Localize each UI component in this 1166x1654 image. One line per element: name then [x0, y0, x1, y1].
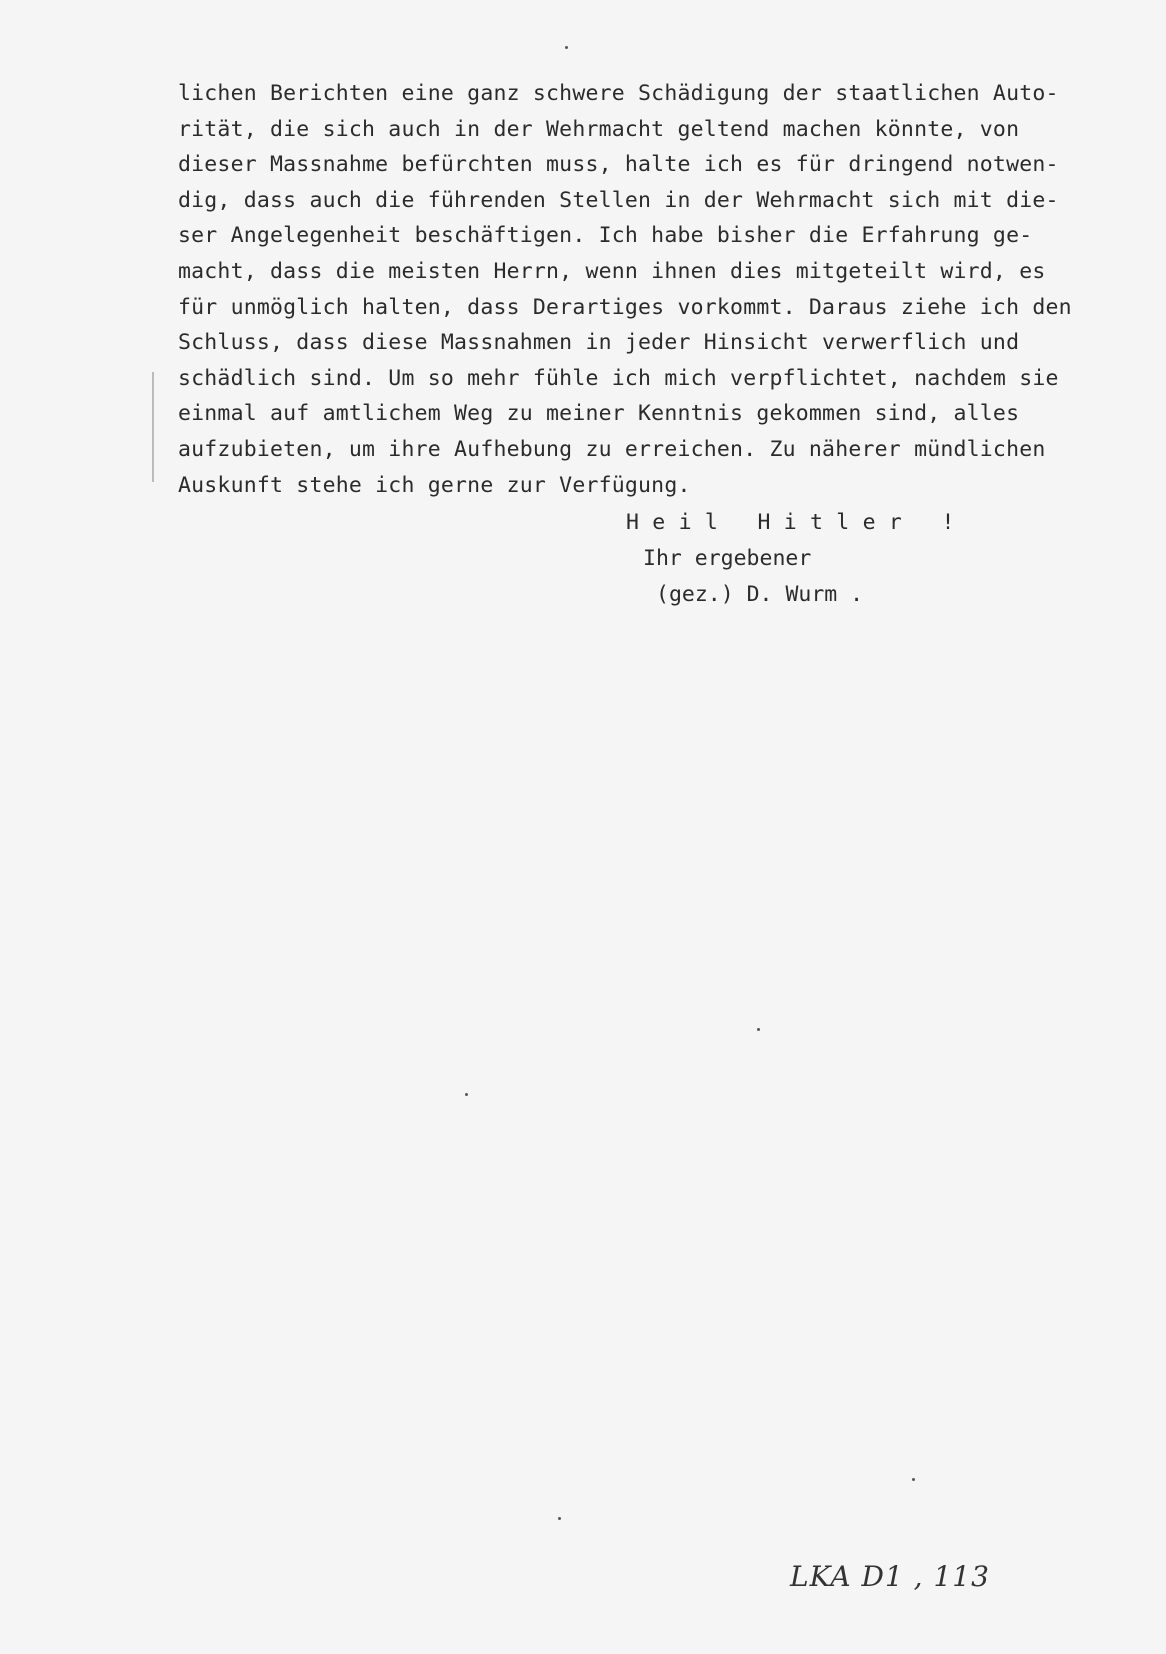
- stray-dot-mark: [912, 1478, 915, 1481]
- body-line: dig, dass auch die führenden Stellen in der Wehrmacht sich mit die-: [178, 187, 1059, 213]
- closing-salutation: H e i l H i t l e r !: [626, 510, 955, 535]
- body-line: Schluss, dass diese Massnahmen in jeder Hinsicht verwerflich und: [178, 330, 1020, 356]
- letter-body: [178, 76, 1148, 503]
- body-line: schädlich sind. Um so mehr fühle ich mich verpflichtet, nachdem sie: [178, 365, 1059, 391]
- body-line: einmal auf amtlichem Weg zu meiner Kenntnis gekommen sind, alles: [178, 401, 1020, 427]
- stray-dot-mark: [465, 1093, 468, 1096]
- body-line: aufzubieten, um ihre Aufhebung zu erreichen. Zu näherer mündlichen: [178, 436, 1046, 462]
- body-line: dieser Massnahme befürchten muss, halte ich es für dringend notwen-: [178, 152, 1059, 178]
- body-line: Auskunft stehe ich gerne zur Verfügung.: [178, 472, 691, 498]
- body-line: ser Angelegenheit beschäftigen. Ich habe bisher die Erfahrung ge-: [178, 223, 1033, 249]
- archive-reference: LKA D1 , 113: [790, 1560, 990, 1593]
- body-line: für unmöglich halten, dass Derartiges vorkommt. Daraus ziehe ich den: [178, 294, 1072, 320]
- stray-dot-mark: [757, 1028, 760, 1031]
- body-line: macht, dass die meisten Herrn, wenn ihnen dies mitgeteilt wird, es: [178, 258, 1046, 284]
- closing-valediction: Ihr ergebener: [643, 546, 812, 571]
- body-line: rität, die sich auch in der Wehrmacht geltend machen könnte, von: [178, 116, 1020, 142]
- margin-line-mark: [152, 372, 154, 482]
- signature-line: (gez.) D. Wurm .: [656, 582, 864, 607]
- top-dot-mark: [565, 46, 568, 49]
- body-line: lichen Berichten eine ganz schwere Schädigung der staatlichen Auto-: [178, 81, 1059, 106]
- stray-dot-mark: [558, 1517, 561, 1520]
